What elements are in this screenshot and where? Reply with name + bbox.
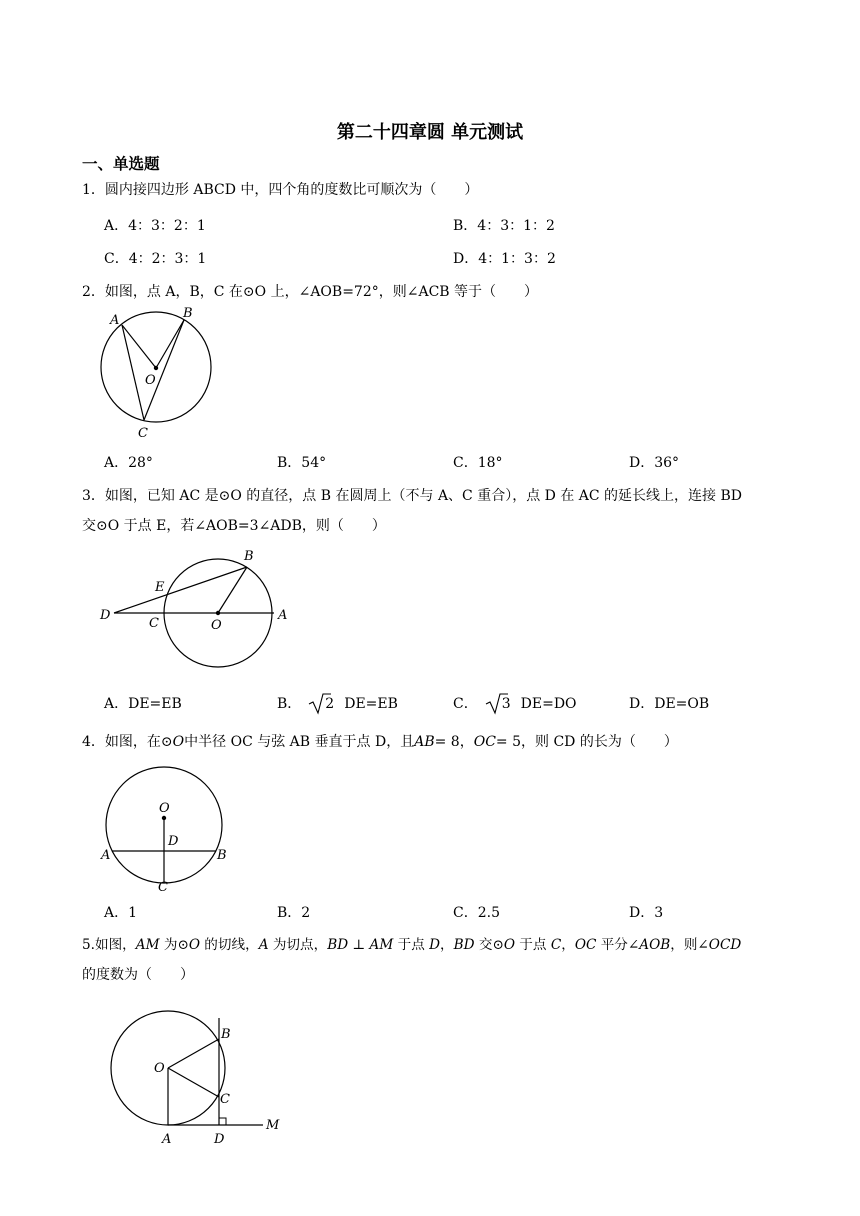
math-angle-ocd: ∠OCD [697,937,742,953]
question-text: 的切线， [199,937,259,953]
question-text: 交 [474,937,493,953]
label-b: B [221,1027,231,1042]
option-a[interactable]: A．4：3：2：1 [104,218,206,234]
option-c[interactable]: C．18° [453,455,503,471]
question-3-figure [98,545,298,675]
option-c[interactable]: C．4：2：3：1 [104,251,207,267]
radicand: 2 [325,696,335,712]
question-text: 如图， [94,937,136,953]
punctuation: ， [440,937,454,953]
circle-symbol: ⊙O [492,937,515,953]
question-4-figure [98,760,238,895]
label-c: C [220,1092,230,1107]
question-text: ，则 [670,937,698,953]
math-bd-perp-am: BD ⊥ AM [327,937,394,953]
option-c[interactable]: C．2.5 [453,905,500,921]
math-angle-aob: ∠AOB [627,937,671,953]
question-text: 如图，点 A，B，C 在⊙O 上，∠AOB=72°，则∠ACB 等于（ ） [104,284,539,300]
segment-bo [156,320,184,368]
label-o: O [159,801,170,816]
question-number: 5. [82,937,95,953]
math-oc: OC [574,937,597,953]
option-text: DE=EB [344,696,398,712]
option-a[interactable]: A．DE=EB [104,696,182,712]
question-text: 如图，在 [104,734,161,750]
question-2-stem [82,282,538,302]
question-5-figure [100,1010,300,1145]
segment-bc [144,320,184,420]
label-b: B [217,848,227,863]
math-d: D [429,937,441,953]
question-3-line-1 [82,486,742,506]
question-2-figure [95,305,225,445]
label-c: C [149,616,159,631]
label-a: A [278,608,288,623]
label-d: D [214,1132,225,1147]
option-a[interactable]: A．28° [104,455,153,471]
question-3-line-2: 交⊙O 于点 E，若∠AOB=3∠ADB，则（ ） [82,518,386,534]
option-b[interactable]: B．4：3：1：2 [453,218,555,234]
option-b[interactable] [277,693,398,713]
option-b[interactable]: B．2 [277,905,311,921]
section-heading: 一、单选题 [82,155,160,173]
label-a: A [110,313,120,328]
question-text: 于点 [514,937,551,953]
question-number: 4． [82,734,105,750]
page-title: 第二十四章圆 单元测试 [336,122,524,143]
question-text: 圆内接四边形 ABCD 中，四个角的度数比可顺次为（ ） [104,182,479,198]
center-point [216,611,220,615]
label-b: B [183,306,193,321]
option-d[interactable]: D．3 [629,905,664,921]
question-5-line-1 [82,935,741,955]
label-m: M [266,1118,280,1133]
option-d[interactable]: D．DE=OB [629,696,710,712]
label-d: D [100,608,111,623]
math-value: = 8 [434,734,460,750]
center-point [154,366,158,370]
math-value: = 5 [495,734,522,750]
punctuation: ， [459,734,474,750]
option-d[interactable]: D．36° [629,455,680,471]
option-letter: B． [277,696,302,712]
sqrt-expression [488,696,509,712]
question-text: 于点 [393,937,430,953]
label-a: A [162,1132,172,1147]
radius-ob [168,1039,219,1068]
question-4-stem [82,732,678,752]
punctuation: ， [561,937,575,953]
label-a: A [101,848,111,863]
label-b: B [244,549,254,564]
question-text: 为 [159,937,178,953]
math-ab: AB [414,734,435,750]
question-text: 中半径 OC 与弦 AB 垂直于点 D，且 [184,734,415,750]
question-number: 2． [82,284,105,300]
label-c: C [158,880,168,895]
right-angle-mark [219,1118,226,1125]
question-number: 3． [82,488,105,504]
label-o: O [154,1061,165,1076]
question-text: 为切点， [268,937,328,953]
center-point [162,816,166,820]
math-oc: OC [473,734,496,750]
question-text: ，则 CD 的长为（ ） [521,734,678,750]
option-c[interactable] [453,693,577,713]
math-a: A [258,937,269,953]
label-o: O [145,373,156,388]
question-text: 如图，已知 AC 是⊙O 的直径，点 B 在圆周上（不与 A、C 重合），点 D 在 AC 的延长线上，连接 BD [104,488,743,504]
math-am: AM [135,937,160,953]
label-d: D [168,834,179,849]
circle-symbol: ⊙O [160,734,185,750]
radicand: 3 [501,696,511,712]
label-o: O [211,618,222,633]
question-1-stem [82,180,478,200]
segment-ob [218,567,247,613]
option-b[interactable]: B．54° [277,455,327,471]
circle-symbol: ⊙O [177,937,200,953]
option-a[interactable]: A．1 [104,905,138,921]
question-number: 1． [82,182,105,198]
option-text: DE=DO [520,696,577,712]
question-text: 平分 [596,937,628,953]
option-letter: C． [453,696,478,712]
math-bd: BD [453,937,475,953]
sqrt-expression [311,696,335,712]
label-e: E [155,580,165,595]
segment-oc [168,1068,219,1097]
question-5-line-2: 的度数为（ ） [82,967,194,983]
option-d[interactable]: D．4：1：3：2 [453,251,556,267]
math-c: C [550,937,562,953]
label-c: C [138,426,148,441]
